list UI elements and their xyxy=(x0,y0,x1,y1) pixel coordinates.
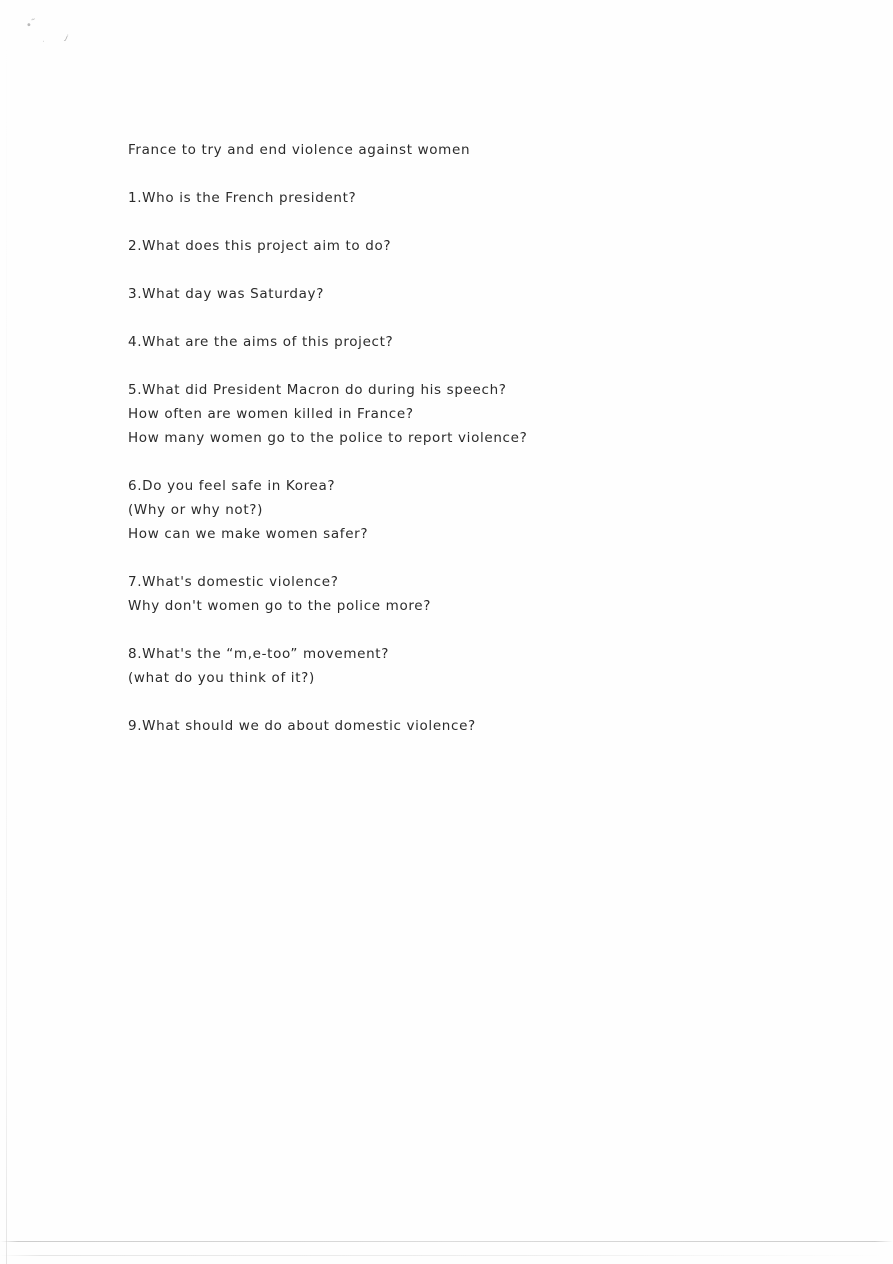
question-subline: (Why or why not?) xyxy=(128,502,264,518)
question-line: 5.What did President Macron do during his speech? xyxy=(128,382,507,398)
scan-bottom-edge-secondary xyxy=(0,1255,893,1256)
question-subline: How often are women killed in France? xyxy=(128,406,414,422)
question-block-5 xyxy=(128,378,768,450)
question-subline: How many women go to the police to report violence? xyxy=(128,430,528,446)
question-line: 3.What day was Saturday? xyxy=(128,286,325,302)
question-line: 7.What's domestic violence? xyxy=(128,574,339,590)
question-line: 9.What should we do about domestic violence? xyxy=(128,718,476,734)
scan-smudge-icon: ∙˜ xyxy=(24,17,39,32)
question-block-6 xyxy=(128,474,768,546)
scan-bottom-edge xyxy=(0,1241,893,1242)
document-text-body xyxy=(128,138,768,738)
question-block-1 xyxy=(128,186,768,210)
question-block-8 xyxy=(128,642,768,690)
question-line: 4.What are the aims of this project? xyxy=(128,334,394,350)
question-line: 6.Do you feel safe in Korea? xyxy=(128,478,336,494)
question-line: 2.What does this project aim to do? xyxy=(128,238,392,254)
scan-mark-icon: ⱼ xyxy=(63,29,72,44)
question-block-9 xyxy=(128,714,768,738)
question-block-3 xyxy=(128,282,768,306)
question-line: 1.Who is the French president? xyxy=(128,190,357,206)
scan-left-edge xyxy=(6,0,7,1264)
question-block-2 xyxy=(128,234,768,258)
title-line: France to try and end violence against women xyxy=(128,142,471,158)
question-subline: Why don't women go to the police more? xyxy=(128,598,432,614)
question-block-4 xyxy=(128,330,768,354)
question-subline: (what do you think of it?) xyxy=(128,670,315,686)
worksheet-title xyxy=(128,138,768,162)
question-line: 8.What's the “m,e-too” movement? xyxy=(128,646,390,662)
question-block-7 xyxy=(128,570,768,618)
question-subline: How can we make women safer? xyxy=(128,526,369,542)
scan-speck-icon: · xyxy=(41,36,46,47)
